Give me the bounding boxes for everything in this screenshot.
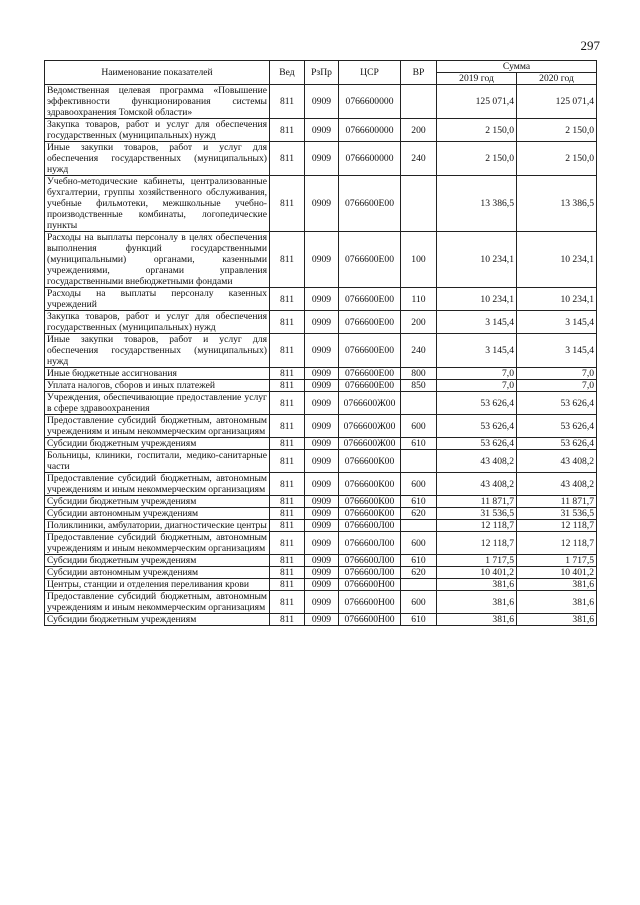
cell-sum-2020: 31 536,5 [517, 508, 597, 520]
header-csr: ЦСР [339, 61, 401, 85]
cell-vr: 600 [401, 473, 437, 496]
cell-csr: 0766600Е00 [339, 334, 401, 368]
cell-ved: 811 [270, 567, 305, 579]
budget-table [44, 60, 597, 626]
cell-csr: 0766600Л00 [339, 520, 401, 532]
cell-name: Центры, станции и отделения переливания крови [45, 579, 270, 591]
cell-rzpr: 0909 [305, 176, 339, 232]
table-row [45, 450, 597, 473]
cell-vr: 620 [401, 567, 437, 579]
table-row [45, 119, 597, 142]
cell-ved: 811 [270, 532, 305, 555]
cell-sum-2020: 7,0 [517, 368, 597, 380]
cell-sum-2020: 12 118,7 [517, 532, 597, 555]
cell-csr: 0766600Ж00 [339, 438, 401, 450]
cell-sum-2019: 53 626,4 [437, 415, 517, 438]
cell-rzpr: 0909 [305, 591, 339, 614]
cell-sum-2019: 12 118,7 [437, 532, 517, 555]
cell-vr: 850 [401, 380, 437, 392]
cell-name: Субсидии бюджетным учреждениям [45, 438, 270, 450]
cell-sum-2019: 1 717,5 [437, 555, 517, 567]
table-row [45, 415, 597, 438]
cell-rzpr: 0909 [305, 119, 339, 142]
cell-rzpr: 0909 [305, 232, 339, 288]
cell-ved: 811 [270, 496, 305, 508]
cell-vr: 600 [401, 415, 437, 438]
cell-rzpr: 0909 [305, 450, 339, 473]
table-row [45, 567, 597, 579]
cell-csr: 0766600Н00 [339, 614, 401, 626]
cell-name: Учреждения, обеспечивающие предоставление услуг в сфере здравоохранения [45, 392, 270, 415]
header-vr: ВР [401, 61, 437, 85]
cell-ved: 811 [270, 614, 305, 626]
cell-vr: 200 [401, 311, 437, 334]
cell-name: Расходы на выплаты персоналу казенных учреждений [45, 288, 270, 311]
cell-rzpr: 0909 [305, 508, 339, 520]
cell-sum-2019: 12 118,7 [437, 520, 517, 532]
cell-ved: 811 [270, 438, 305, 450]
cell-ved: 811 [270, 508, 305, 520]
cell-vr [401, 176, 437, 232]
cell-csr: 0766600К00 [339, 508, 401, 520]
cell-sum-2019: 31 536,5 [437, 508, 517, 520]
cell-sum-2019: 2 150,0 [437, 142, 517, 176]
cell-ved: 811 [270, 555, 305, 567]
cell-ved: 811 [270, 119, 305, 142]
table-header [45, 61, 597, 85]
cell-vr: 610 [401, 438, 437, 450]
cell-rzpr: 0909 [305, 380, 339, 392]
cell-ved: 811 [270, 311, 305, 334]
cell-name: Иные закупки товаров, работ и услуг для обеспечения государственных (муниципальных) нужд [45, 334, 270, 368]
cell-name: Уплата налогов, сборов и иных платежей [45, 380, 270, 392]
cell-name: Субсидии автономным учреждениям [45, 567, 270, 579]
cell-sum-2019: 10 234,1 [437, 232, 517, 288]
cell-csr: 0766600Л00 [339, 555, 401, 567]
cell-sum-2020: 43 408,2 [517, 450, 597, 473]
header-ved: Вед [270, 61, 305, 85]
cell-sum-2020: 381,6 [517, 591, 597, 614]
table-row [45, 473, 597, 496]
cell-rzpr: 0909 [305, 334, 339, 368]
cell-rzpr: 0909 [305, 579, 339, 591]
cell-name: Иные закупки товаров, работ и услуг для обеспечения государственных (муниципальных) нужд [45, 142, 270, 176]
cell-name: Закупка товаров, работ и услуг для обеспечения государственных (муниципальных) нужд [45, 119, 270, 142]
cell-vr: 610 [401, 555, 437, 567]
cell-name: Предоставление субсидий бюджетным, автономным учреждениям и иным некоммерческим организациям [45, 532, 270, 555]
cell-sum-2019: 7,0 [437, 368, 517, 380]
cell-rzpr: 0909 [305, 438, 339, 450]
cell-sum-2020: 2 150,0 [517, 142, 597, 176]
table-row [45, 591, 597, 614]
cell-sum-2019: 3 145,4 [437, 311, 517, 334]
cell-sum-2020: 7,0 [517, 380, 597, 392]
cell-rzpr: 0909 [305, 85, 339, 119]
cell-vr: 620 [401, 508, 437, 520]
cell-name: Предоставление субсидий бюджетным, автономным учреждениям и иным некоммерческим организациям [45, 591, 270, 614]
cell-rzpr: 0909 [305, 473, 339, 496]
cell-sum-2020: 1 717,5 [517, 555, 597, 567]
cell-ved: 811 [270, 380, 305, 392]
cell-ved: 811 [270, 392, 305, 415]
cell-name: Субсидии автономным учреждениям [45, 508, 270, 520]
page-number: 297 [580, 38, 600, 53]
table-row [45, 334, 597, 368]
cell-csr: 0766600Н00 [339, 579, 401, 591]
table-row [45, 520, 597, 532]
table-row [45, 579, 597, 591]
cell-rzpr: 0909 [305, 142, 339, 176]
cell-sum-2020: 3 145,4 [517, 334, 597, 368]
cell-ved: 811 [270, 176, 305, 232]
cell-sum-2020: 381,6 [517, 614, 597, 626]
cell-vr [401, 579, 437, 591]
cell-ved: 811 [270, 142, 305, 176]
cell-sum-2020: 125 071,4 [517, 85, 597, 119]
cell-rzpr: 0909 [305, 415, 339, 438]
cell-vr: 610 [401, 614, 437, 626]
cell-csr: 0766600000 [339, 119, 401, 142]
cell-rzpr: 0909 [305, 368, 339, 380]
cell-rzpr: 0909 [305, 520, 339, 532]
cell-csr: 0766600000 [339, 142, 401, 176]
table-row [45, 614, 597, 626]
cell-ved: 811 [270, 579, 305, 591]
cell-csr: 0766600000 [339, 85, 401, 119]
cell-rzpr: 0909 [305, 288, 339, 311]
cell-sum-2019: 381,6 [437, 614, 517, 626]
cell-vr: 100 [401, 232, 437, 288]
cell-vr: 600 [401, 532, 437, 555]
cell-csr: 0766600Е00 [339, 380, 401, 392]
cell-csr: 0766600К00 [339, 496, 401, 508]
cell-ved: 811 [270, 232, 305, 288]
cell-sum-2020: 11 871,7 [517, 496, 597, 508]
table-body [45, 85, 597, 626]
cell-csr: 0766600Е00 [339, 176, 401, 232]
cell-sum-2020: 43 408,2 [517, 473, 597, 496]
cell-ved: 811 [270, 473, 305, 496]
cell-sum-2019: 53 626,4 [437, 438, 517, 450]
table-row [45, 392, 597, 415]
cell-vr [401, 520, 437, 532]
cell-sum-2019: 381,6 [437, 591, 517, 614]
cell-csr: 0766600Ж00 [339, 415, 401, 438]
cell-name: Закупка товаров, работ и услуг для обеспечения государственных (муниципальных) нужд [45, 311, 270, 334]
cell-csr: 0766600К00 [339, 473, 401, 496]
table-row [45, 555, 597, 567]
cell-sum-2019: 125 071,4 [437, 85, 517, 119]
cell-vr: 600 [401, 591, 437, 614]
cell-sum-2019: 3 145,4 [437, 334, 517, 368]
cell-rzpr: 0909 [305, 555, 339, 567]
cell-name: Предоставление субсидий бюджетным, автономным учреждениям и иным некоммерческим организациям [45, 415, 270, 438]
cell-ved: 811 [270, 288, 305, 311]
table-row [45, 532, 597, 555]
cell-sum-2020: 381,6 [517, 579, 597, 591]
table-row [45, 380, 597, 392]
cell-sum-2020: 3 145,4 [517, 311, 597, 334]
cell-sum-2019: 53 626,4 [437, 392, 517, 415]
cell-name: Предоставление субсидий бюджетным, автономным учреждениям и иным некоммерческим организациям [45, 473, 270, 496]
cell-sum-2019: 43 408,2 [437, 450, 517, 473]
cell-csr: 0766600Н00 [339, 591, 401, 614]
cell-rzpr: 0909 [305, 614, 339, 626]
cell-vr: 800 [401, 368, 437, 380]
cell-csr: 0766600К00 [339, 450, 401, 473]
cell-sum-2020: 13 386,5 [517, 176, 597, 232]
cell-name: Субсидии бюджетным учреждениям [45, 496, 270, 508]
header-year-2019: 2019 год [437, 73, 517, 85]
cell-ved: 811 [270, 368, 305, 380]
cell-ved: 811 [270, 520, 305, 532]
cell-sum-2020: 53 626,4 [517, 438, 597, 450]
cell-name: Поликлиники, амбулатории, диагностические центры [45, 520, 270, 532]
cell-sum-2019: 13 386,5 [437, 176, 517, 232]
cell-vr [401, 450, 437, 473]
header-rzpr: РзПр [305, 61, 339, 85]
cell-ved: 811 [270, 450, 305, 473]
cell-vr: 200 [401, 119, 437, 142]
cell-csr: 0766600Е00 [339, 311, 401, 334]
table-row [45, 311, 597, 334]
cell-sum-2020: 2 150,0 [517, 119, 597, 142]
cell-vr: 240 [401, 334, 437, 368]
cell-ved: 811 [270, 85, 305, 119]
cell-name: Субсидии бюджетным учреждениям [45, 555, 270, 567]
cell-sum-2020: 10 401,2 [517, 567, 597, 579]
cell-vr: 610 [401, 496, 437, 508]
cell-vr: 110 [401, 288, 437, 311]
header-sum: Сумма [437, 61, 597, 73]
cell-rzpr: 0909 [305, 496, 339, 508]
table-row [45, 508, 597, 520]
cell-sum-2019: 10 401,2 [437, 567, 517, 579]
cell-name: Иные бюджетные ассигнования [45, 368, 270, 380]
cell-ved: 811 [270, 334, 305, 368]
cell-csr: 0766600Е00 [339, 288, 401, 311]
table-row [45, 142, 597, 176]
cell-sum-2019: 43 408,2 [437, 473, 517, 496]
header-name: Наименование показателей [45, 61, 270, 85]
cell-name: Больницы, клиники, госпитали, медико-санитарные части [45, 450, 270, 473]
table-row [45, 85, 597, 119]
cell-sum-2019: 11 871,7 [437, 496, 517, 508]
cell-csr: 0766600Ж00 [339, 392, 401, 415]
table-row [45, 496, 597, 508]
cell-sum-2020: 10 234,1 [517, 288, 597, 311]
cell-name: Учебно-методические кабинеты, централизованные бухгалтерии, группы хозяйственного обслуживания, учебные фильмотеки, межшкольные учебно-производственные комбинаты, логопедические пункты [45, 176, 270, 232]
cell-sum-2020: 12 118,7 [517, 520, 597, 532]
cell-sum-2019: 381,6 [437, 579, 517, 591]
cell-csr: 0766600Л00 [339, 567, 401, 579]
cell-csr: 0766600Е00 [339, 368, 401, 380]
cell-vr [401, 85, 437, 119]
cell-sum-2019: 10 234,1 [437, 288, 517, 311]
cell-rzpr: 0909 [305, 392, 339, 415]
table-row [45, 176, 597, 232]
table-row [45, 288, 597, 311]
cell-name: Субсидии бюджетным учреждениям [45, 614, 270, 626]
cell-sum-2020: 10 234,1 [517, 232, 597, 288]
cell-ved: 811 [270, 415, 305, 438]
cell-rzpr: 0909 [305, 567, 339, 579]
cell-vr: 240 [401, 142, 437, 176]
cell-sum-2019: 2 150,0 [437, 119, 517, 142]
table-row [45, 232, 597, 288]
cell-rzpr: 0909 [305, 311, 339, 334]
cell-ved: 811 [270, 591, 305, 614]
header-year-2020: 2020 год [517, 73, 597, 85]
cell-name: Ведомственная целевая программа «Повышение эффективности функционирования системы здравоохранения Томской области» [45, 85, 270, 119]
cell-csr: 0766600Е00 [339, 232, 401, 288]
cell-sum-2020: 53 626,4 [517, 415, 597, 438]
cell-rzpr: 0909 [305, 532, 339, 555]
cell-vr [401, 392, 437, 415]
cell-sum-2019: 7,0 [437, 380, 517, 392]
cell-csr: 0766600Л00 [339, 532, 401, 555]
table-row [45, 438, 597, 450]
cell-name: Расходы на выплаты персоналу в целях обеспечения выполнения функций государственными (муниципальными) органами, казенными учреждениями, органами управления государственными внебюджетными фондами [45, 232, 270, 288]
cell-sum-2020: 53 626,4 [517, 392, 597, 415]
table-row [45, 368, 597, 380]
